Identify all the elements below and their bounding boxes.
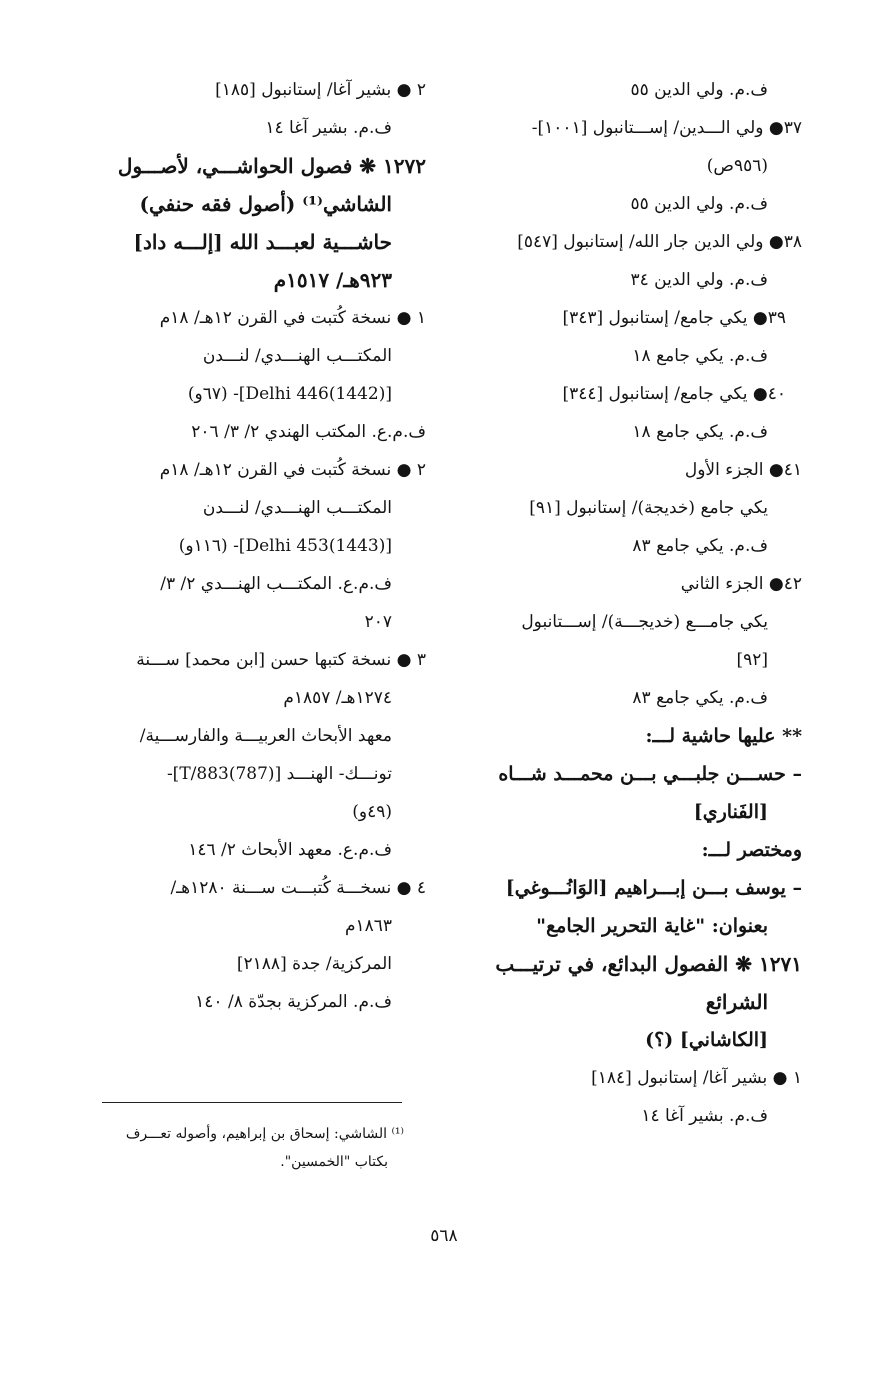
text-line: ف.م. بشير آغا ١٤ [265, 118, 392, 138]
text-line: [الكاشاني] (؟) [645, 1029, 768, 1051]
text-line: [Delhi 446(1442)]- (٦٧و) [187, 384, 392, 404]
text-line: ف.م. يكي جامع ١٨ [632, 422, 768, 442]
text-line: ٤٠● يكي جامع/ إستانبول [٣٤٤] [562, 384, 786, 404]
text-line: الشاشي⁽¹⁾ (أصول فقه حنفي) [139, 192, 392, 216]
text-line: ٣٩● يكي جامع/ إستانبول [٣٤٣] [562, 308, 786, 328]
text-line: ٤ ● نسخـــة كُتبـــت ســـنة ١٢٨٠هـ/ [170, 878, 426, 898]
footnote-divider [102, 1102, 402, 1103]
footnote [84, 1120, 404, 1176]
text-line: ٣ ● نسخة كتبها حسن [ابن محمد] ســـنة [136, 650, 426, 670]
text-line: ف.م.ع. المكتـــب الهنـــدي ٢/ ٣/ [160, 574, 392, 594]
text-line: بعنوان: "غاية التحرير الجامع" [536, 915, 768, 937]
text-line: (٤٩و) [352, 802, 392, 822]
text-line: ١٢٧١ ❋ الفصول البدائع، في ترتيـــب [495, 952, 802, 976]
text-line: ٣٧● ولي الـــدين/ إســـتانبول [١٠٠١]- [531, 118, 802, 138]
text-line: ف.م.ع. المكتب الهندي ٢/ ٣/ ٢٠٦ [191, 422, 426, 442]
text-line: [٩٢] [736, 650, 768, 670]
text-line: ١ ● بشير آغا/ إستانبول [١٨٤] [591, 1068, 802, 1088]
text-line: ٣٨● ولي الدين جار الله/ إستانبول [٥٤٧] [517, 232, 802, 252]
text-line: ١ ● نسخة كُتبت في القرن ١٢هـ/ ١٨م [159, 308, 426, 328]
text-line: – حســـن جلبـــي بـــن محمـــد شـــاه [498, 763, 802, 785]
text-line: ف.م. ولي الدين ٥٥ [630, 80, 768, 100]
text-line: ١٢٧٢ ❋ فصول الحواشـــي، لأصـــول [117, 154, 426, 178]
text-line: ف.م. يكي جامع ٨٣ [632, 688, 768, 708]
text-line: المركزية/ جدة [٢١٨٨] [236, 954, 392, 974]
text-line: ف.م. المركزية بجدّة ٨/ ١٤٠ [195, 992, 392, 1012]
text-line: ف.م. بشير آغا ١٤ [641, 1106, 768, 1126]
text-line: ٢ ● نسخة كُتبت في القرن ١٢هـ/ ١٨م [159, 460, 426, 480]
text-line: ف.م. يكي جامع ٨٣ [632, 536, 768, 556]
right-column [454, 80, 802, 1144]
text-line: المكتـــب الهنـــدي/ لنـــدن [202, 346, 392, 366]
text-line: ٢٠٧ [364, 612, 392, 632]
text-line: يكي جامـــع (خديجـــة)/ إســـتانبول [521, 612, 768, 632]
text-line: المكتـــب الهنـــدي/ لنـــدن [202, 498, 392, 518]
text-line: [Delhi 453(1443)]- (١١٦و) [178, 536, 392, 556]
text-line: ٩٢٣هـ/ ١٥١٧م [273, 268, 392, 292]
page-number: ٥٦٨ [430, 1226, 458, 1246]
text-line: ف.م. ولي الدين ٣٤ [630, 270, 768, 290]
text-line: (٩٥٦ص) [706, 156, 768, 176]
text-line: الشرائع [705, 990, 768, 1014]
footnote-line: ⁽¹⁾ الشاشي: إسحاق بن إبراهيم، وأصوله تعـــرف [125, 1126, 404, 1142]
text-line: ٢ ● بشير آغا/ إستانبول [١٨٥] [215, 80, 426, 100]
text-line: ف.م. يكي جامع ١٨ [632, 346, 768, 366]
text-line: ٤٢● الجزء الثاني [680, 574, 802, 594]
footnote-line: بكتاب "الخمسين". [280, 1154, 388, 1170]
text-line: ١٨٦٣م [344, 916, 392, 936]
text-line: معهد الأبحاث العربيـــة والفارســـية/ [139, 726, 392, 746]
text-line: ** عليها حاشية لـــ: [645, 725, 802, 747]
text-line: ومختصر لـــ: [701, 839, 802, 861]
text-line: [الفَناري] [693, 801, 768, 823]
left-column [78, 80, 426, 1030]
text-line: تونـــك- الهنـــد [T/883(787)]- [166, 764, 392, 784]
text-line: حاشـــية لعبـــد الله [إلـــه داد] [133, 230, 392, 254]
text-line: ف.م.ع. معهد الأبحاث ٢/ ١٤٦ [188, 840, 392, 860]
text-line: يكي جامع (خديجة)/ إستانبول [٩١] [529, 498, 768, 518]
text-line: ف.م. ولي الدين ٥٥ [630, 194, 768, 214]
text-line: ١٢٧٤هـ/ ١٨٥٧م [283, 688, 392, 708]
text-line: – يوسف بـــن إبـــراهيم [الوَانُـــوغي] [505, 877, 802, 899]
text-line: ٤١● الجزء الأول [684, 460, 802, 480]
